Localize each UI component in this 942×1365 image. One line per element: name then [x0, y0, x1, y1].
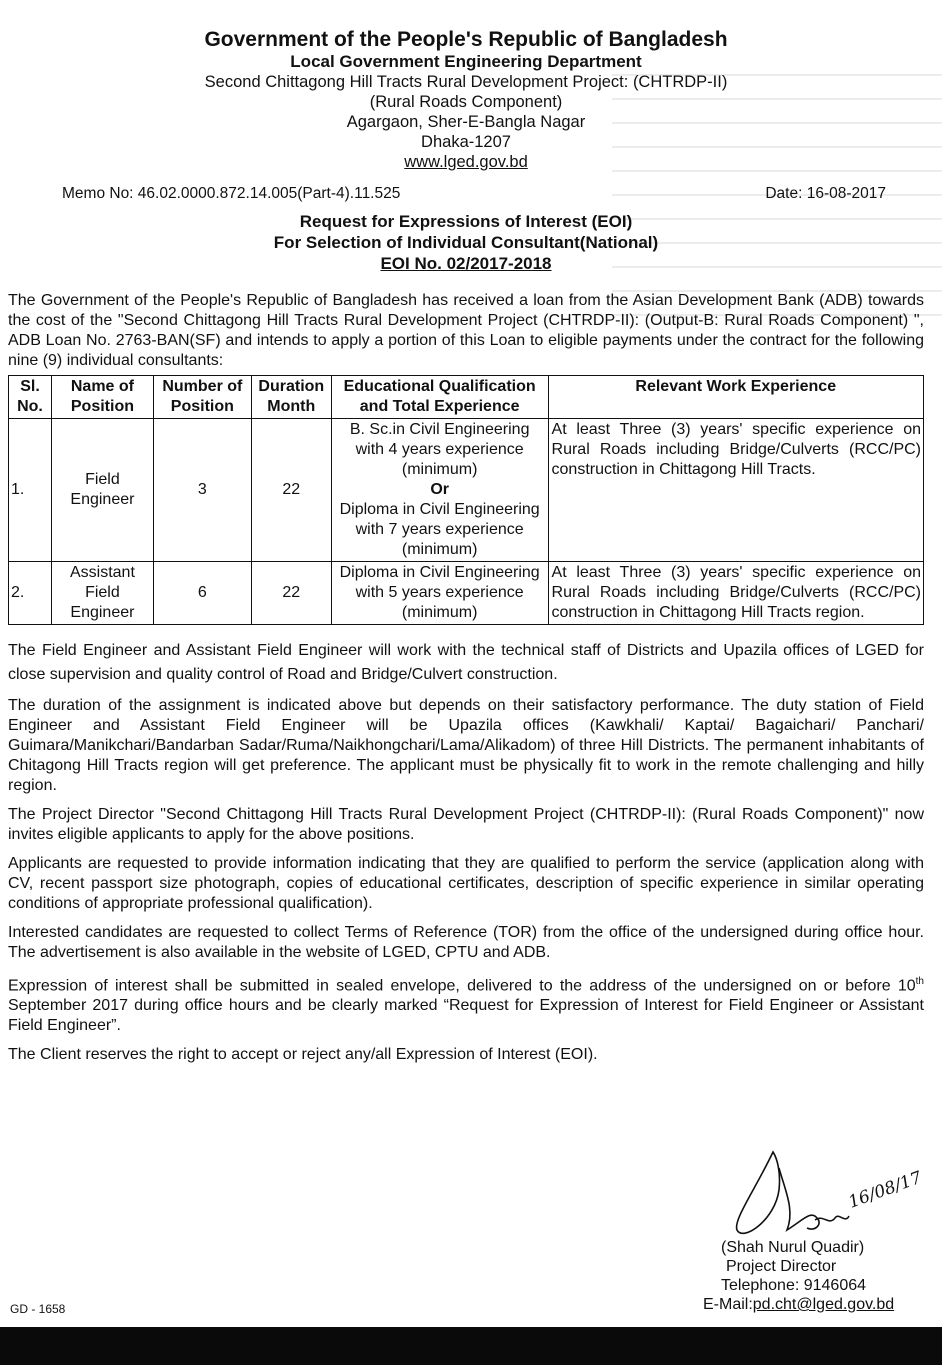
memo-date: Date: 16-08-2017	[765, 185, 886, 202]
row-duration: 22	[251, 562, 331, 625]
eoi-notice	[8, 28, 924, 1065]
department-heading: Local Government Engineering Department	[290, 52, 642, 71]
qualification-option-a: Diploma in Civil Engineering with 5 years experience (minimum)	[339, 564, 540, 621]
email-link[interactable]: pd.cht@lged.gov.bd	[752, 1296, 895, 1313]
header-sl: Sl. No.	[9, 376, 52, 419]
table-row	[9, 419, 924, 562]
signatory-name: (Shah Nurul Quadir)	[721, 1239, 865, 1256]
paragraph-role: The Field Engineer and Assistant Field Engineer will work with the technical staff of Districts and Upazila offices of LGED for close supervision and quality control of Road and Bridge/Culvert construction.	[8, 642, 924, 683]
memo-row	[8, 185, 924, 203]
website-link[interactable]: www.lged.gov.bd	[404, 153, 528, 171]
request-subtitle: For Selection of Individual Consultant(National)	[273, 233, 659, 252]
government-heading: Government of the People's Republic of Bangladesh	[204, 28, 728, 51]
signatory-title: Project Director	[726, 1258, 837, 1275]
row-position: Assistant Field Engineer	[51, 562, 153, 625]
memo-number: Memo No: 46.02.0000.872.14.005(Part-4).11.525	[62, 185, 401, 202]
header-qualification: Educational Qualification and Total Experience	[331, 376, 548, 419]
paragraph-submission: Expression of interest shall be submitted in sealed envelope, delivered to the address of the undersigned on or before 10th September 2017 during office hours and be clearly marked “Request for Expression of Interest for Field Engineer or Assistant Field Engineer”.	[8, 976, 924, 1035]
qualification-or: Or	[430, 481, 449, 498]
signature-date: 16/08/17	[845, 1167, 925, 1213]
signatory-email: E-Mail:pd.cht@lged.gov.bd	[703, 1296, 895, 1313]
paragraph-duration: The duration of the assignment is indicated above but depends on their satisfactory performance. The duty station of Field Engineer and Assistant Field Engineer will be Upazila offices (Kawkhali/ Kaptai/ Bagaichari/ Panchari/ Guimara/Manikchari/Bandarban Sadar/Ruma/Naikhongchari/Lama/Alikadom) of three Hill Districts. The permanent inhabitants of Chitagong Hill Tracts region will get preference. The applicant must be physically fit to work in the remote challenging and hilly region.	[8, 697, 924, 794]
row-count: 3	[153, 419, 251, 562]
row-qualification	[331, 562, 548, 625]
positions-table	[8, 375, 924, 625]
paragraph-requirements: Applicants are requested to provide information indicating that they are qualified to perform the service (application along with CV, recent passport size photograph, copies of educational certificates, description of specific experience in similar operating conditions of appropriate professional qualification).	[8, 855, 924, 912]
qualification-option-b: Diploma in Civil Engineering with 7 years experience (minimum)	[339, 501, 540, 558]
header-number: Number of Position	[153, 376, 251, 419]
header-experience: Relevant Work Experience	[548, 376, 923, 419]
row-position: Field Engineer	[51, 419, 153, 562]
row-duration: 22	[251, 419, 331, 562]
paragraph-rights: The Client reserves the right to accept or reject any/all Expression of Interest (EOI).	[8, 1046, 598, 1064]
row-qualification	[331, 419, 548, 562]
request-title: Request for Expressions of Interest (EOI)	[299, 212, 633, 231]
signature-block	[705, 1150, 935, 1314]
paragraph-tor: Interested candidates are requested to collect Terms of Reference (TOR) from the office of the undersigned during office hour. The advertisement is also available in the website of LGED, CPTU and ADB.	[8, 924, 924, 961]
row-experience: At least Three (3) years' specific experience on Rural Roads including Bridge/Culverts (RCC/PC) construction in Chittagong Hill Tracts.	[548, 419, 923, 562]
row-experience: At least Three (3) years' specific experience on Rural Roads including Bridge/Culverts (RCC/PC) construction in Chittagong Hill Tracts region.	[548, 562, 923, 625]
request-heading	[8, 211, 924, 274]
project-name: Second Chittagong Hill Tracts Rural Development Project: (CHTRDP-II)	[204, 73, 728, 91]
address-line: Agargaon, Sher-E-Bangla Nagar	[346, 113, 586, 131]
row-sl: 1.	[9, 419, 52, 562]
bottom-border	[0, 1327, 942, 1365]
component-name: (Rural Roads Component)	[369, 93, 563, 111]
eoi-number: EOI No. 02/2017-2018	[380, 254, 552, 273]
signatory-telephone: Telephone: 9146064	[721, 1277, 867, 1294]
city-line: Dhaka-1207	[421, 133, 511, 151]
qualification-option-a: B. Sc.in Civil Engineering with 4 years experience (minimum)	[349, 421, 530, 478]
row-count: 6	[153, 562, 251, 625]
table-row	[9, 562, 924, 625]
paragraph-invitation: The Project Director "Second Chittagong Hill Tracts Rural Development Project (CHTRDP-II): (Rural Roads Component)" now invites eligible applicants to apply for the above positions.	[8, 806, 924, 843]
table-header-row	[9, 376, 924, 419]
handwritten-signature	[715, 1150, 925, 1240]
row-sl: 2.	[9, 562, 52, 625]
header-duration: Duration Month	[251, 376, 331, 419]
intro-paragraph: The Government of the People's Republic of Bangladesh has received a loan from the Asian Development Bank (ADB) towards the cost of the "Second Chittagong Hill Tracts Rural Development Project (CHTRDP-II): (Output-B: Rural Roads Component) ", ADB Loan No. 2763-BAN(SF) and intends to apply a portion of this Loan to eligible payments under the contract for the following nine (9) individual consultants:	[8, 292, 924, 369]
footer-code: GD - 1658	[10, 1302, 66, 1316]
header-name: Name of Position	[51, 376, 153, 419]
